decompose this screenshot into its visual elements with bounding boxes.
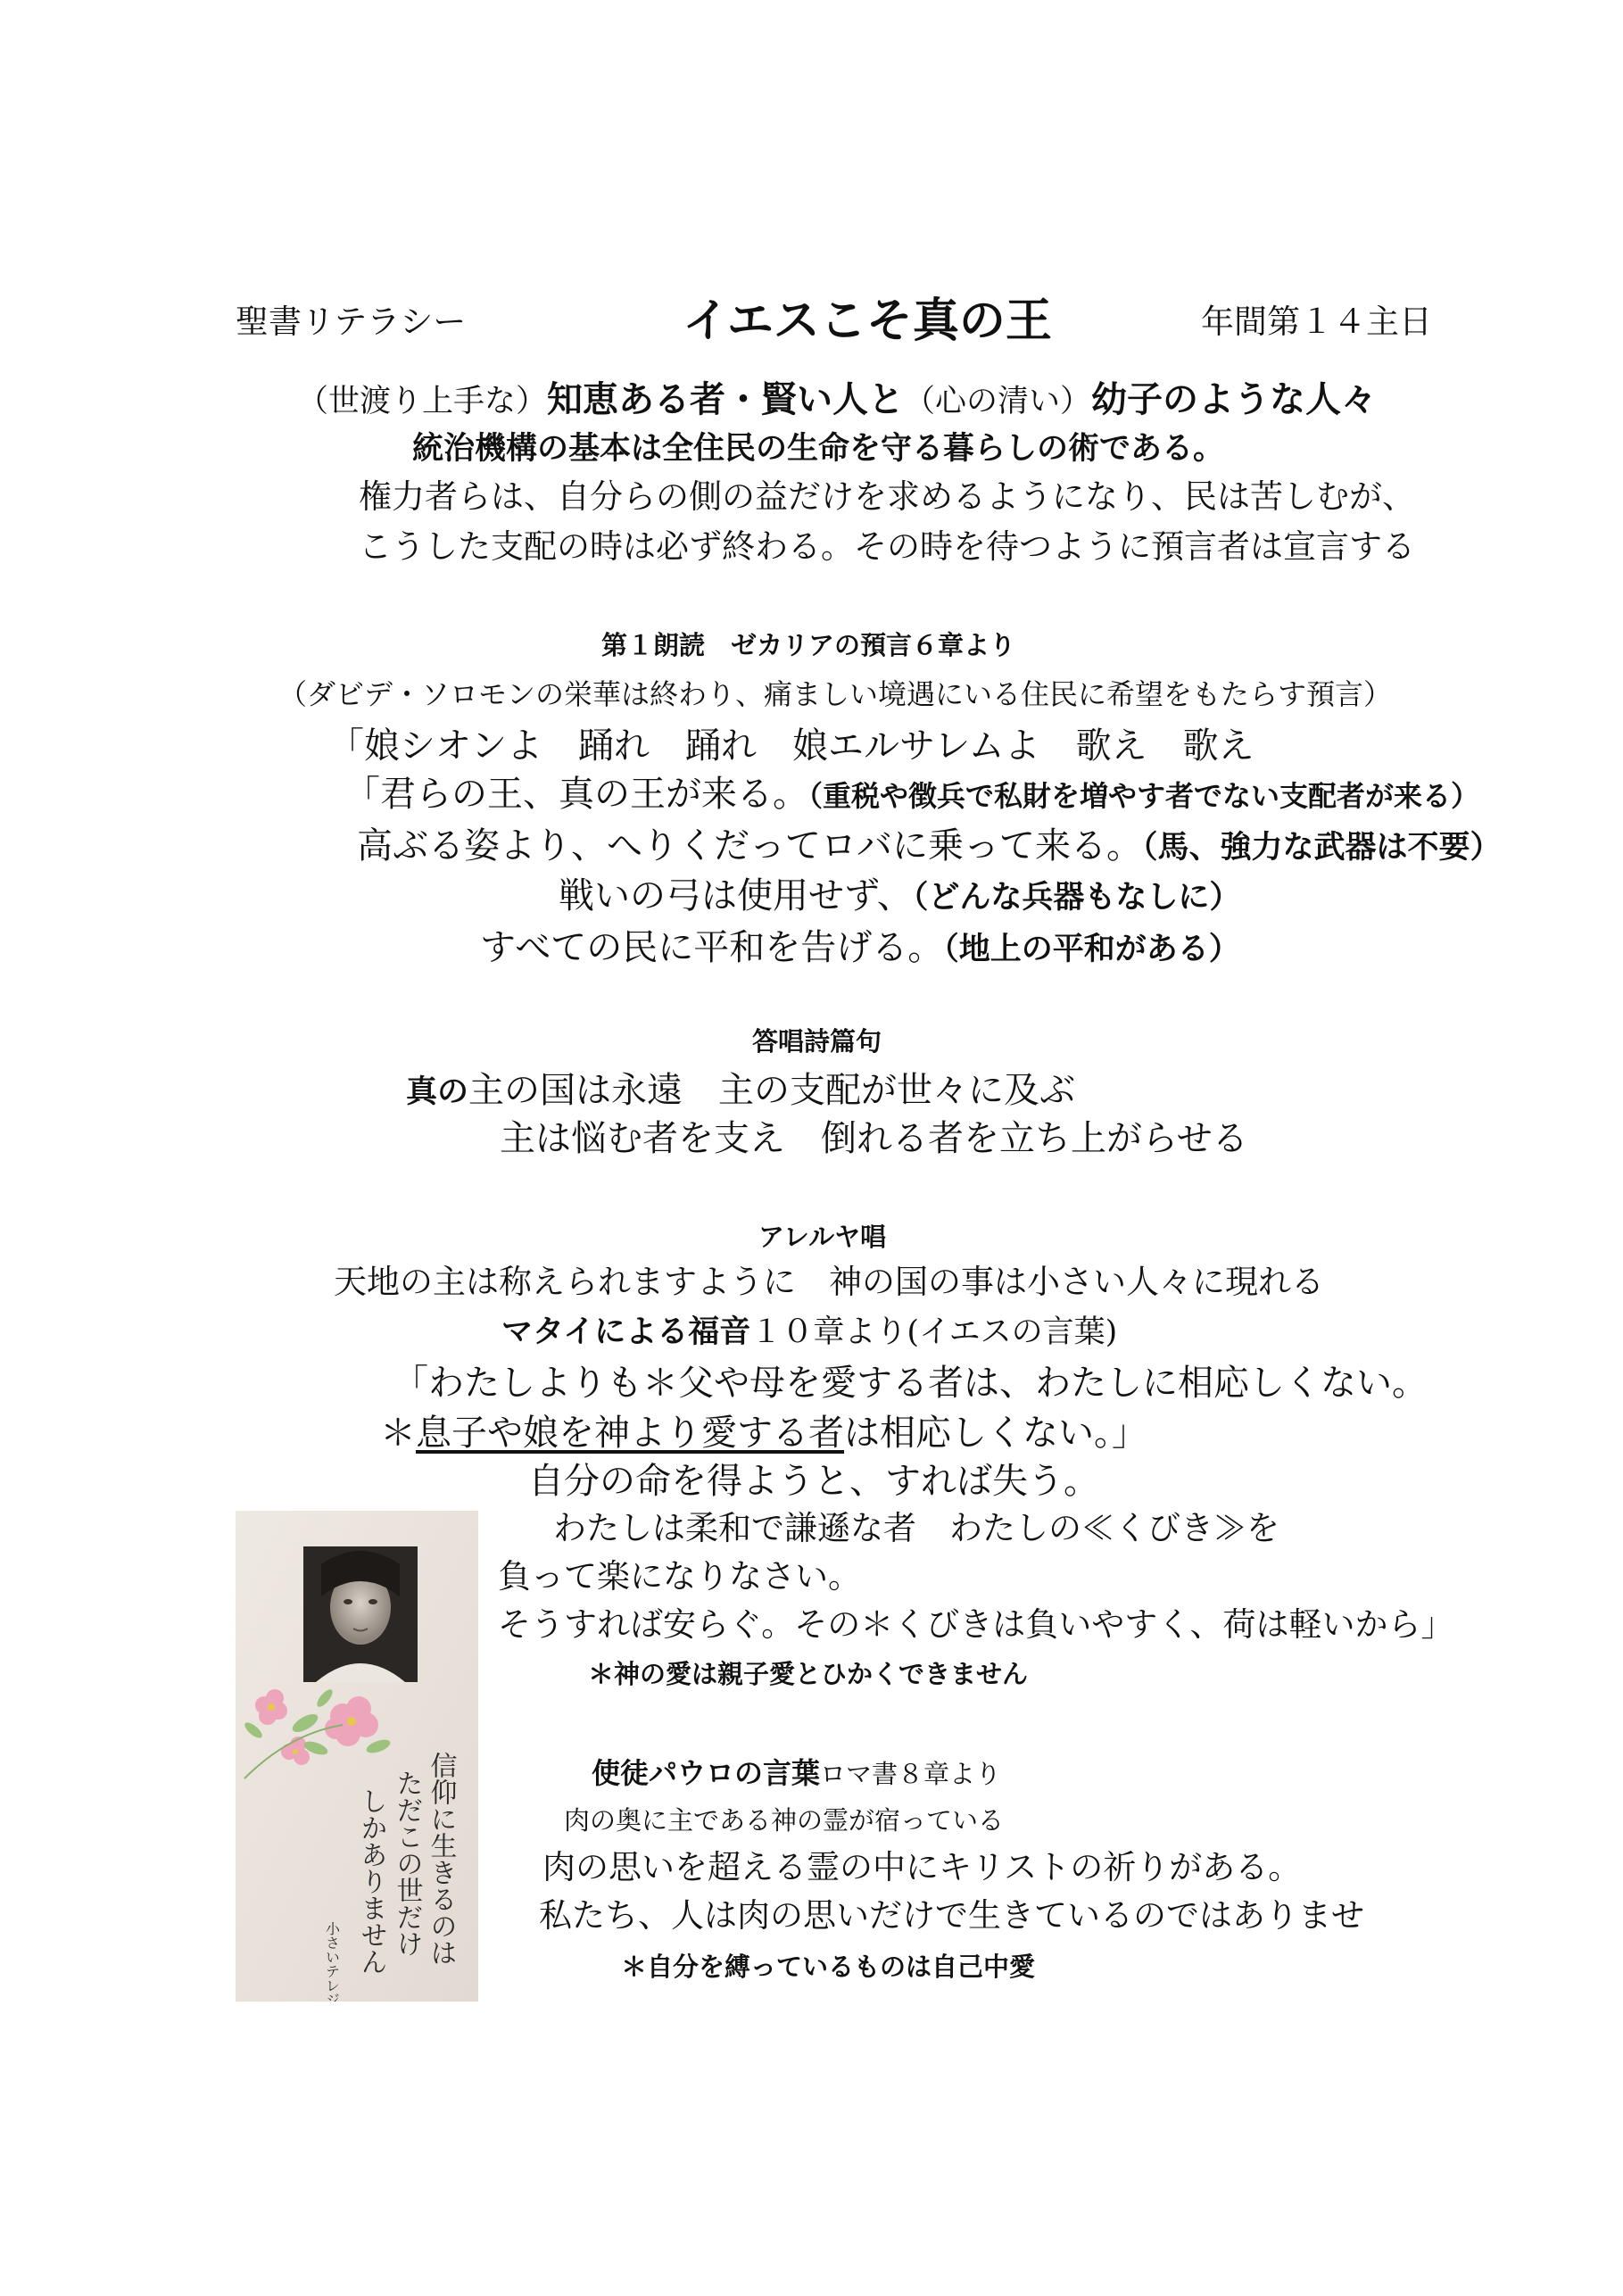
liturgical-date: 年間第１４主日 (1201, 303, 1432, 341)
svg-text:信仰に生きるのは: 信仰に生きるのは (425, 1752, 457, 1966)
paul-line-2: 肉の思いを超える霊の中にキリストの祈りがある。 (542, 1848, 1302, 1886)
series-label: 聖書リテラシー (236, 303, 467, 341)
page-title: イエスこそ真の王 (683, 294, 1052, 348)
intro-line-3: 権力者らは、自分らの側の益だけを求めるようになり、民は苦しむが、 (359, 477, 1415, 516)
paul-heading: 使徒パウロの言葉ロマ書８章より (592, 1756, 1002, 1790)
prayer-card-illustration (236, 1511, 478, 2002)
reading1-line-5: すべての民に平和を告げる。（地上の平和がある） (480, 927, 1240, 968)
gospel-line-6: そうすれば安らぐ。その＊くびきは負いやすく、荷は軽いから」 (498, 1605, 1454, 1644)
portrait-photo (303, 1546, 418, 1682)
svg-text:小さいテレジア: 小さいテレジア (323, 1921, 341, 2002)
gospel-line-2: ＊息子や娘を神より愛する者は相応しくない。」 (380, 1413, 1147, 1454)
alleluia-line: 天地の主は称えられますように 神の国の事は小さい人々に現れる (334, 1263, 1324, 1301)
svg-text:しかありません: しかありません (355, 1787, 387, 1975)
paul-note: ＊自分を縛っているものは自己中愛 (621, 1952, 1036, 1982)
paul-line-3: 私たち、人は肉の思いだけで生きているのではありませ (539, 1896, 1364, 1935)
reading1-heading: 第１朗読 ゼカリアの預言６章より (601, 630, 1016, 660)
gospel-line-3: 自分の命を得ようと、すれば失う。 (528, 1461, 1099, 1502)
alleluia-heading: アレルヤ唱 (758, 1222, 887, 1252)
gospel-heading: マタイによる福音１０章より(イエスの言葉) (501, 1314, 1118, 1350)
svg-text:ただこの世だけ: ただこの世だけ (391, 1770, 423, 1957)
intro-line-1: （世渡り上手な）知恵ある者・賢い人と（心の清い）幼子のような人々 (297, 379, 1378, 420)
psalm-line-1: 真の主の国は永遠 主の支配が世々に及ぶ (406, 1070, 1076, 1111)
intro-line-2: 統治機構の基本は全住民の生命を守る暮らしの術である。 (412, 431, 1225, 467)
gospel-line-1: 「わたしよりも＊父や母を愛する者は、わたしに相応しくない。 (393, 1363, 1428, 1404)
psalm-line-2: 主は悩む者を支え 倒れる者を立ち上がらせる (500, 1118, 1248, 1159)
reading1-line-1: 「娘シオンよ 踊れ 踊れ 娘エルサレムよ 歌え 歌え (328, 725, 1255, 767)
paul-line-1: 肉の奥に主である神の霊が宿っている (564, 1805, 1005, 1836)
reading1-line-4: 戦いの弓は使用せず、（どんな兵器もなしに） (559, 875, 1241, 916)
gospel-note: ＊神の愛は親子愛とひかくできません (588, 1659, 1029, 1689)
reading1-note: （ダビデ・ソロモンの栄華は終わり、痛ましい境遇にいる住民に希望をもたらす預言） (278, 677, 1393, 711)
reading1-line-2: 「君らの王、真の王が来る。（重税や徴兵で私財を増やす者でない支配者が来る） (344, 774, 1480, 815)
gospel-line-5: 負って楽になりなさい。 (498, 1557, 861, 1596)
psalm-heading: 答唱詩篇句 (752, 1026, 882, 1057)
gospel-line-4: わたしは柔和で謙遜な者 わたしの≪くびき≫を (553, 1509, 1279, 1547)
intro-line-4: こうした支配の時は必ず終わる。その時を待つように預言者は宣言する (359, 527, 1415, 566)
prayer-card-image (236, 1511, 478, 2002)
reading1-line-3: 高ぶる姿より、へりくだってロバに乗って来る。（馬、強力な武器は不要） (357, 825, 1502, 866)
